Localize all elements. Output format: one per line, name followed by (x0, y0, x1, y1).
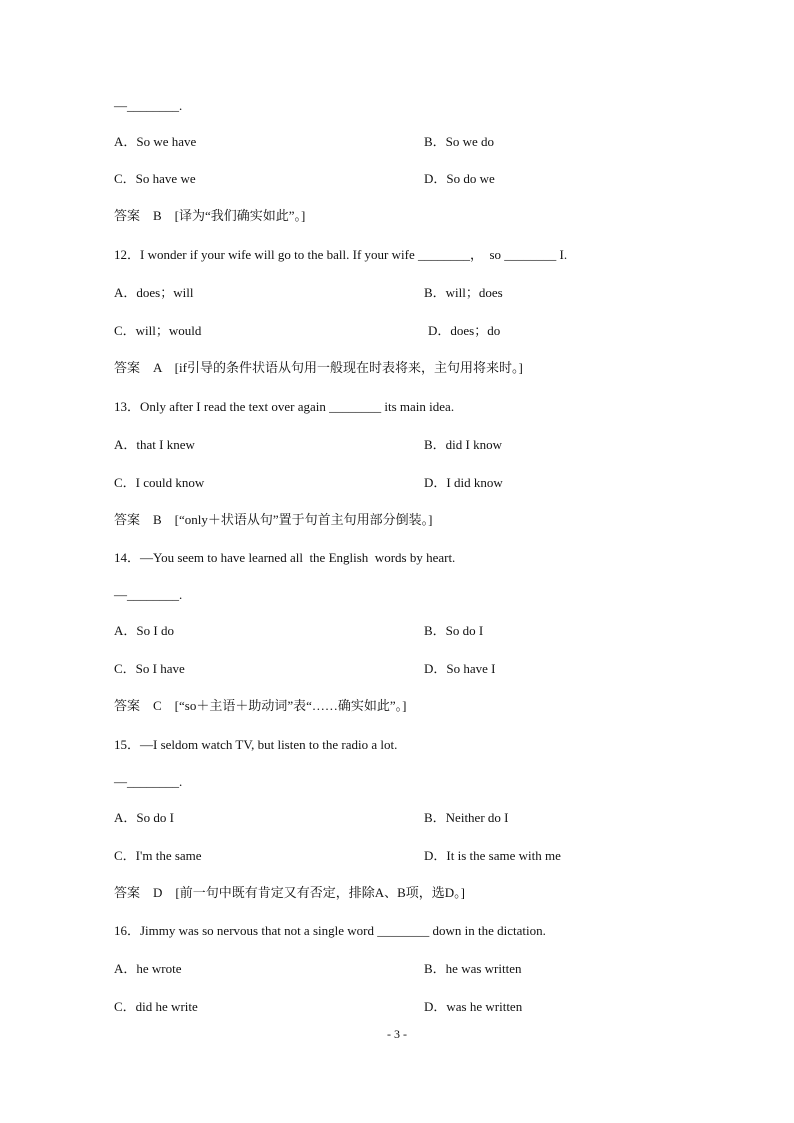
q11-option-d: D．So do we (424, 171, 495, 186)
q13-stem: 13．Only after I read the text over again ________ its main idea. (114, 399, 455, 414)
q14-option-b: B．So do I (424, 623, 484, 638)
q11-option-a: A．So we have (114, 134, 197, 149)
q15-option-b: B．Neither do I (424, 810, 509, 825)
q15-stem: 15．—I seldom watch TV, but listen to the radio a lot. (114, 737, 398, 752)
q16-option-c: C．did he write (114, 999, 198, 1014)
q14-stem: 14．—You seem to have learned all the English words by heart. (114, 550, 456, 565)
q14-option-d: D．So have I (424, 661, 496, 676)
q13-option-c: C．I could know (114, 475, 205, 490)
q16-option-d: D．was he written (424, 999, 523, 1014)
q13-option-a: A．that I knew (114, 437, 195, 452)
q14-answer: 答案 C [“so＋主语＋助动词”表“……确实如此”。] (114, 698, 407, 713)
q15-option-c: C．I'm the same (114, 848, 202, 863)
q14-option-c: C．So I have (114, 661, 185, 676)
q11-option-c: C．So have we (114, 171, 196, 186)
q15-answer: 答案 D [前一句中既有肯定又有否定，排除A、B项，选D。] (114, 885, 465, 900)
q14-reply-blank: —________. (114, 587, 183, 602)
q12-option-b: B．will；does (424, 285, 503, 300)
q15-option-a: A．So do I (114, 810, 174, 825)
q15-option-d: D．It is the same with me (424, 848, 561, 863)
q16-stem: 16．Jimmy was so nervous that not a single word ________ down in the dictation. (114, 923, 546, 938)
q12-option-c: C．will；would (114, 323, 202, 338)
q12-option-a: A．does；will (114, 285, 194, 300)
q13-answer: 答案 B [“only＋状语从句”置于句首主句用部分倒装。] (114, 512, 433, 527)
q11-reply-blank: —________. (114, 98, 183, 113)
q13-option-b: B．did I know (424, 437, 503, 452)
q15-reply-blank: —________. (114, 774, 183, 789)
q14-option-a: A．So I do (114, 623, 174, 638)
q16-option-a: A．he wrote (114, 961, 182, 976)
q12-answer: 答案 A [if引导的条件状语从句用一般现在时表将来，主句用将来时。] (114, 360, 523, 375)
q11-answer: 答案 B [译为“我们确实如此”。] (114, 208, 306, 223)
q12-stem: 12．I wonder if your wife will go to the ball. If your wife ________， so ________ I. (114, 247, 568, 262)
q16-option-b: B．he was written (424, 961, 522, 976)
q13-option-d: D．I did know (424, 475, 503, 490)
page-number: - 3 - (387, 1027, 407, 1041)
q11-option-b: B．So we do (424, 134, 495, 149)
q12-option-d: D．does；do (428, 323, 501, 338)
